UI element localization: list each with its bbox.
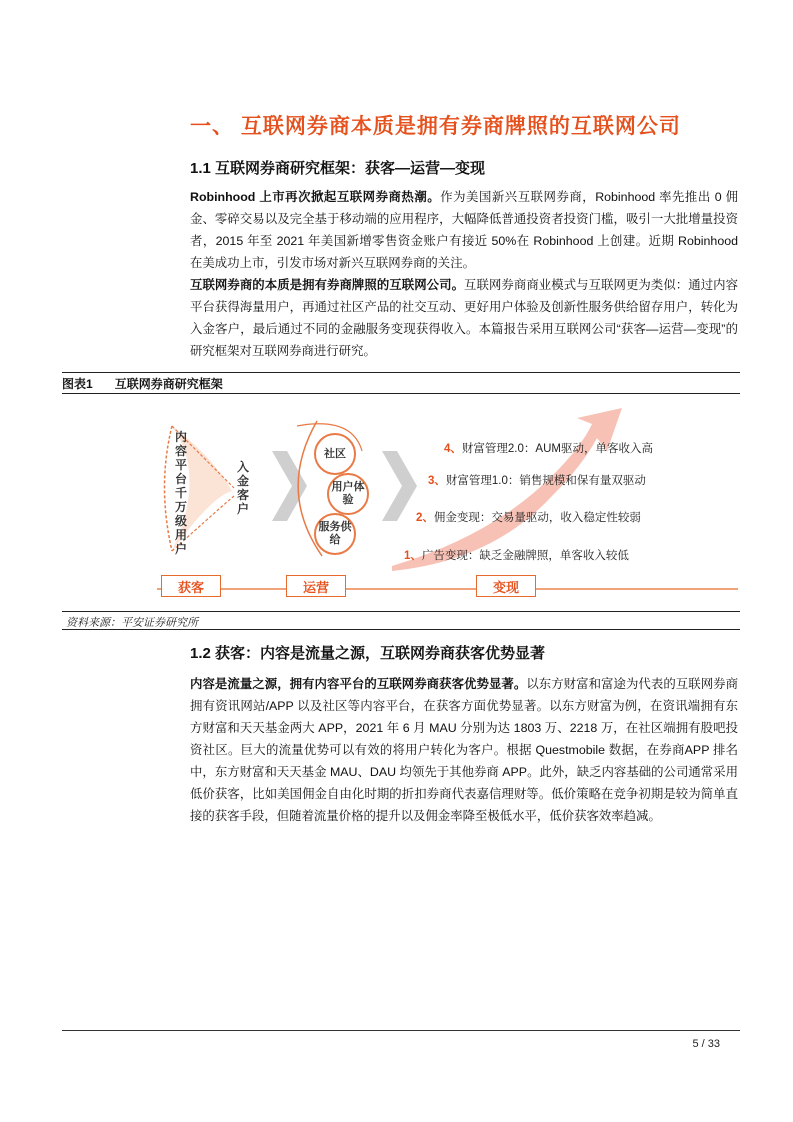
step-text: 广告变现：缺乏金融牌照，单客收入较低: [421, 550, 629, 562]
bubble-label: 用户体验: [331, 481, 365, 506]
monetization-step-2: [416, 509, 641, 525]
step-number: 2、: [416, 512, 434, 524]
section-1-1-paragraph-1: [190, 186, 738, 274]
paragraph-body: 以东方财富和富途为代表的互联网券商拥有资讯网站/APP 以及社区等内容平台，在获客方面优势显著。以东方财富为例，在资讯端拥有东方财富和天天基金两大 APP，2021 年 6 月 MAU 分别为达 1803 万、2218 万，在社区端拥有股吧投资社区。巨大的流量优势可以有效的将用户转化为客户。根据 Questmobile 数据，在券商APP 排名中，东方财富和天天基金 MAU、DAU 均领先于其他券商 APP。此外，缺乏内容基础的公司通常采用低价获客，比如美国佣金自由化时期的折扣券商代表嘉信理财等。低价策略在竞争初期是较为简单直接的获客手段，但随着流量价格的提升以及佣金率降至极低水平，低价获客效率趋减。: [190, 677, 738, 823]
figure-source: 资料来源：平安证券研究所: [66, 617, 198, 629]
community-bubble: [314, 433, 356, 475]
funnel-left-arc: [165, 426, 173, 551]
bubble-label: 社区: [324, 447, 346, 460]
section-1-2-title: 1.2 获客：内容是流量之源，互联网券商获客优势显著: [190, 645, 546, 662]
step-text: 财富管理2.0：AUM驱动，单客收入高: [461, 443, 653, 455]
paragraph-body: 互联网券商商业模式与互联网更为类似：通过内容平台获得海量用户，再通过社区产品的社交互动、更好用户体验及创新性服务供给留存用户，转化为入金客户，最后通过不同的金融服务变现获得收入。本篇报告采用互联网公司“获客—运营—变现”的研究框架对互联网券商进行研究。: [190, 278, 739, 358]
step-number: 3、: [428, 475, 446, 487]
figure-bottom-rule: [62, 611, 740, 612]
figure-label: 图表1: [62, 377, 93, 391]
stage-acquisition: 获客: [161, 575, 221, 597]
stage-monetization: 变现: [476, 575, 536, 597]
step-number: 1、: [404, 550, 422, 562]
user-experience-bubble: [327, 473, 369, 515]
source-rule: [62, 629, 740, 630]
page-number: 5 / 33: [692, 1038, 720, 1050]
service-supply-bubble: [314, 513, 356, 555]
monetization-step-4: [444, 440, 653, 456]
figure-title: [62, 375, 245, 392]
paragraph-lead: 内容是流量之源，拥有内容平台的互联网券商获客优势显著。: [190, 677, 527, 691]
footer-rule: [62, 1030, 740, 1031]
section-1-1-title: 1.1 互联网券商研究框架：获客—运营—变现: [190, 160, 486, 177]
monetization-step-3: [428, 472, 646, 488]
figure-top-rule: [62, 372, 740, 373]
step-number: 4、: [444, 443, 462, 455]
bubble-label: 服务供给: [318, 521, 352, 546]
figure-caption: 互联网券商研究框架: [114, 377, 223, 391]
step-text: 财富管理1.0：销售规模和保有量双驱动: [445, 475, 646, 487]
stage-operations: 运营: [286, 575, 346, 597]
paragraph-lead: Robinhood 上市再次掀起互联网券商热潮。: [190, 190, 441, 204]
content-platform-label: 内容平台千万级用户: [174, 430, 187, 556]
step-text: 佣金变现：交易量驱动，收入稳定性较弱: [433, 512, 641, 524]
funded-clients-label: 入金客户: [236, 460, 249, 516]
chevron-right-icon: [382, 451, 417, 521]
section-1-2-paragraph-1: [190, 673, 738, 827]
figure-caption-rule: [62, 393, 740, 394]
paragraph-body: 作为美国新兴互联网券商，Robinhood 率先推出 0 佣金、零碎交易以及完全基于移动端的应用程序，大幅降低普通投资者投资门槛，吸引一大批增量投资者，2015 年至 2021 年美国新增零售资金账户有接近 50%在 Robinhood 上创建。近期 Robinhood 在美成功上市，引发市场对新兴互联网券商的关注。: [190, 190, 738, 270]
chapter-heading: 一、 互联网券商本质是拥有券商牌照的互联网公司: [190, 115, 681, 138]
paragraph-lead: 互联网券商的本质是拥有券商牌照的互联网公司。: [190, 278, 465, 292]
section-1-1-paragraph-2: [190, 274, 738, 362]
monetization-step-1: [404, 547, 629, 563]
